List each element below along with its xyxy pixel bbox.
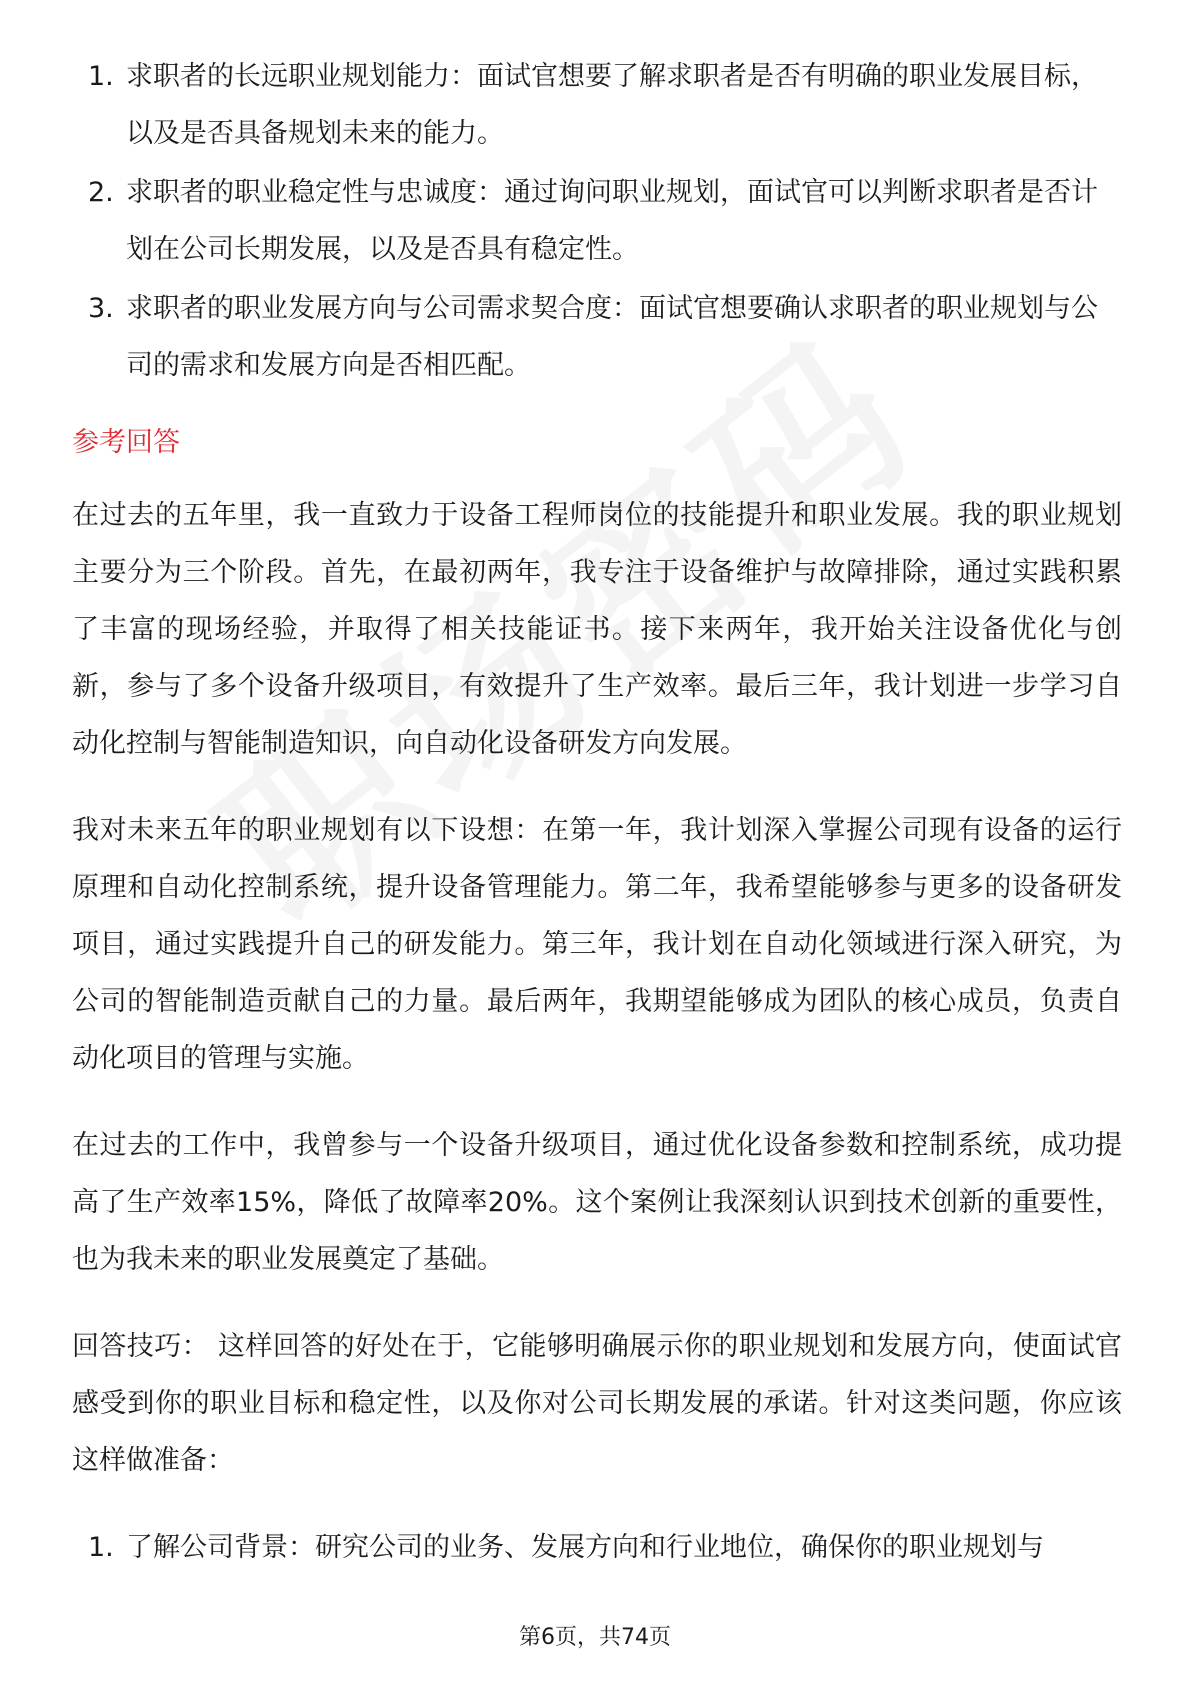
reference-answer-heading: 参考回答 [72, 427, 180, 458]
list-text: 求职者的长远职业规划能力：面试官想要了解求职者是否有明确的职业发展目标，以及是否具备规划未来的能力。 [126, 61, 1098, 149]
list-text: 求职者的职业稳定性与忠诚度：通过询问职业规划，面试官可以判断求职者是否计划在公司长期发展，以及是否具有稳定性。 [126, 177, 1098, 265]
list-text: 了解公司背景：研究公司的业务、发展方向和行业地位，确保你的职业规划与 [126, 1532, 1044, 1563]
list-number: 2. [88, 177, 114, 208]
bottom-list [72, 1519, 1122, 1576]
top-list [72, 48, 1122, 394]
list-item [72, 48, 1122, 162]
list-text: 求职者的职业发展方向与公司需求契合度：面试官想要确认求职者的职业规划与公司的需求和发展方向是否相匹配。 [126, 293, 1098, 381]
page-content [72, 48, 1122, 1576]
list-item [72, 280, 1122, 394]
paragraph: 我对未来五年的职业规划有以下设想：在第一年，我计划深入掌握公司现有设备的运行原理和自动化控制系统，提升设备管理能力。第二年，我希望能够参与更多的设备研发项目，通过实践提升自己的研发能力。第三年，我计划在自动化领域进行深入研究，为公司的智能制造贡献自己的力量。最后两年，我期望能够成为团队的核心成员，负责自动化项目的管理与实施。 [72, 815, 1122, 1074]
paragraph: 在过去的五年里，我一直致力于设备工程师岗位的技能提升和职业发展。我的职业规划主要分为三个阶段。首先，在最初两年，我专注于设备维护与故障排除，通过实践积累了丰富的现场经验，并取得了相关技能证书。接下来两年，我开始关注设备优化与创新，参与了多个设备升级项目，有效提升了生产效率。最后三年，我计划进一步学习自动化控制与智能制造知识，向自动化设备研发方向发展。 [72, 500, 1122, 759]
paragraph: 回答技巧： 这样回答的好处在于，它能够明确展示你的职业规划和发展方向，使面试官感受到你的职业目标和稳定性，以及你对公司长期发展的承诺。针对这类问题，你应该这样做准备： [72, 1331, 1122, 1476]
list-item [72, 164, 1122, 278]
list-number: 1. [88, 61, 114, 92]
paragraph: 在过去的工作中，我曾参与一个设备升级项目，通过优化设备参数和控制系统，成功提高了生产效率15%，降低了故障率20%。这个案例让我深刻认识到技术创新的重要性，也为我未来的职业发展奠定了基础。 [72, 1130, 1122, 1275]
page-footer: 第6页，共74页 [519, 1625, 671, 1650]
list-item [72, 1519, 1122, 1576]
list-number: 3. [88, 293, 114, 324]
list-number: 1. [88, 1532, 114, 1563]
